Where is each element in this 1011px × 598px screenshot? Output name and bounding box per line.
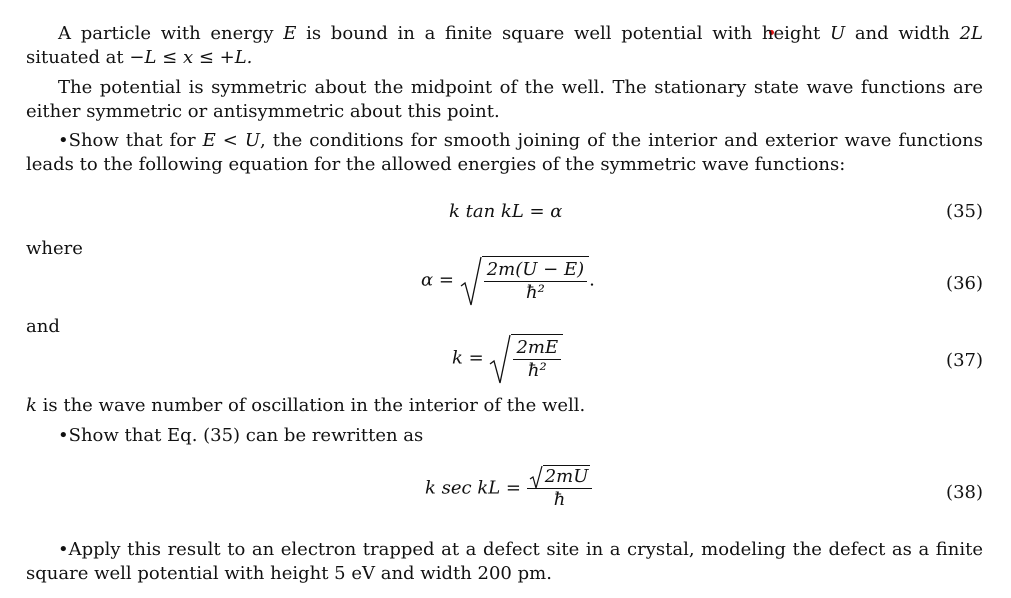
- eq37-lhs: k =: [452, 347, 484, 369]
- equation-35: k tan kL = α: [449, 201, 563, 222]
- equation-number-37: (37): [946, 350, 983, 371]
- eq37-sqrt: [489, 334, 563, 382]
- p1-text-b: is bound in a finite square well potential with height: [296, 23, 830, 44]
- eq37-frac: [513, 337, 561, 382]
- paragraph-5: [26, 424, 983, 448]
- eq38-numerator: [527, 465, 593, 489]
- radical-sign-icon: [529, 465, 543, 489]
- eq38-sqrt: [529, 465, 591, 488]
- eq36-sqrt: [460, 256, 589, 304]
- p5-text: Show that Eq. (35) can be rewritten as: [68, 425, 424, 446]
- eq36-frac: [484, 259, 587, 304]
- eq36-denominator: ħ²: [526, 282, 545, 303]
- symbol-2L: 2L: [959, 23, 983, 44]
- eq36-numerator: 2m(U − E): [484, 259, 587, 282]
- eq37-numerator: 2mE: [513, 337, 561, 360]
- symbol-k: k: [26, 395, 37, 416]
- eq38-denominator: ħ: [553, 489, 566, 510]
- and-label: and: [26, 316, 60, 337]
- equation-number-35: (35): [946, 201, 983, 222]
- symbol-U: U: [829, 23, 846, 44]
- p3-text-a: Show that for: [68, 130, 203, 151]
- eq38-frac: [527, 465, 593, 511]
- p4-text: is the wave number of oscillation in the interior of the well.: [36, 395, 586, 416]
- p3-text-b: , the conditions for smooth joining of the interior and exterior wave functions leads to the following equation for the allowed energies of the symmetric wave functions:: [26, 130, 983, 175]
- p1-text-d: situated at: [26, 47, 124, 68]
- bullet-1: •: [58, 130, 69, 151]
- paragraph-3: [26, 129, 983, 177]
- radical-sign-icon: [489, 334, 511, 384]
- paragraph-1: [26, 22, 983, 70]
- symbol-range: −L ≤ x ≤ +L.: [129, 47, 253, 68]
- p1-text-a: A particle with energy: [58, 23, 284, 44]
- paragraph-6: [26, 538, 983, 586]
- equation-38: [425, 465, 592, 511]
- paragraph-4: [26, 394, 983, 418]
- radical-sign-icon: [460, 256, 482, 306]
- p1-text-c: and width: [845, 23, 960, 44]
- equation-number-36: (36): [946, 273, 983, 294]
- p6-text: Apply this result to an electron trapped at a defect site in a crystal, modeling the defect as a finite square well potential with height 5 eV and width 200 pm.: [26, 539, 983, 584]
- eq37-denominator: ħ²: [527, 360, 547, 381]
- bullet-2: •: [58, 425, 69, 446]
- eq38-sqrt-body: 2mU: [544, 466, 589, 487]
- symbol-E: E: [283, 23, 297, 44]
- equation-36: [421, 256, 595, 304]
- eq36-period: .: [589, 269, 595, 291]
- paragraph-2: The potential is symmetric about the midpoint of the well. The stationary state wave functions are either symmetric or antisymmetric about this point.: [26, 77, 983, 122]
- eq36-lhs: α =: [421, 269, 454, 291]
- bullet-3: •: [58, 539, 69, 560]
- equation-number-38: (38): [946, 482, 983, 503]
- symbol-E-lt-U: E < U: [202, 130, 261, 151]
- eq38-lhs: k sec kL =: [425, 477, 521, 499]
- equation-37: [452, 334, 563, 382]
- where-label: where: [26, 238, 83, 259]
